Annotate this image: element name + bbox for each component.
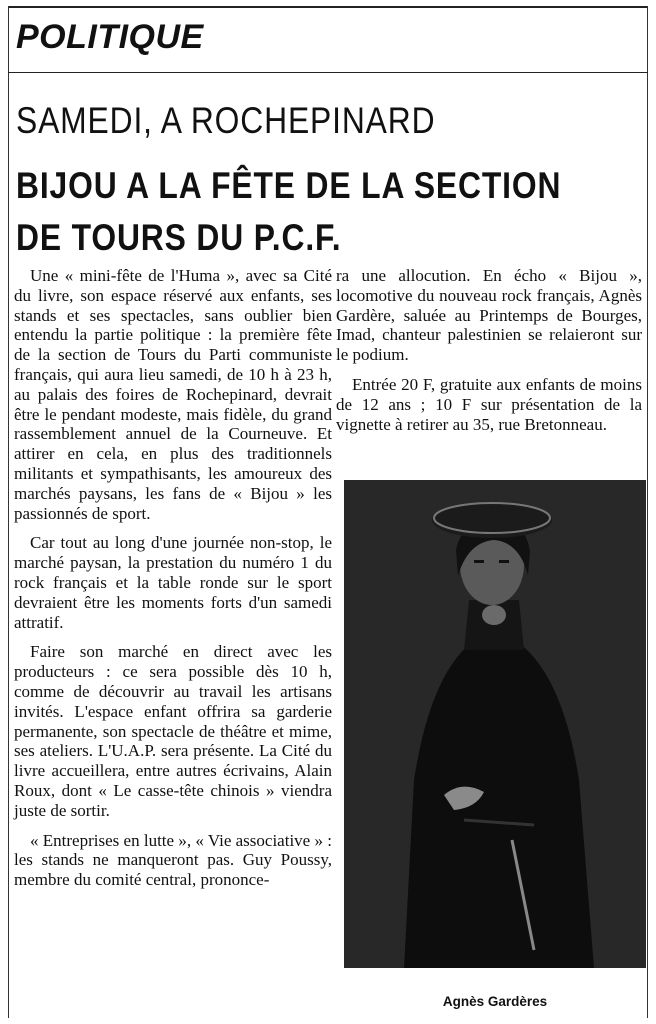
article-column-2	[336, 266, 642, 444]
section-rule	[8, 72, 648, 73]
paragraph-5: ra une allocution. En écho « Bijou », locomotive du nouveau rock français, Agnès Gardère, saluée au Printemps de Bourges, Imad, chanteur palestinien se relaieront sur le podium.	[336, 266, 642, 365]
portrait-illustration	[344, 480, 646, 968]
headline-line-1: BIJOU A LA FÊTE DE LA SECTION	[16, 165, 562, 206]
paragraph-3: Faire son marché en direct avec les producteurs : ce sera possible dès 10 h, comme de découvrir au travail les artisans invités. L'espace enfant offrira sa garderie permanente, son spectacle de théâtre et mime, ses ateliers. L'U.A.P. sera présente. La Cité du livre accueillera, entre autres écrivains, Alain Roux, dont « Le casse-tête chinois » viendra juste de sortir.	[14, 642, 332, 820]
paragraph-2: Car tout au long d'une journée non-stop, le marché paysan, la prestation du numéro 1 du rock français et la table ronde sur le sport devraient être les moments forts d'un samedi attratif.	[14, 533, 332, 632]
right-rule	[647, 6, 648, 1018]
section-label: POLITIQUE	[16, 18, 204, 56]
paragraph-6: Entrée 20 F, gratuite aux enfants de moins de 12 ans ; 10 F sur présentation de la vignette à retirer au 35, rue Bretonneau.	[336, 374, 642, 434]
article-headline	[16, 160, 561, 264]
paragraph-1: Une « mini-fête de l'Huma », avec sa Cité du livre, son espace réservé aux enfants, ses stands et ses spectacles, sans oublier bien entendu la partie politique : la première fête de la section de Tours du Parti communiste français, qui aura lieu samedi, de 10 h à 23 h, au palais des foires de Rochepinard, devrait être le pendant modeste, mais fidèle, du grand rassemblement annuel de la Courneuve. Et attirer en cela, en plus des traditionnels militants et sympathisants, les amoureux des marchés paysans, les fans de « Bijou » les passionnés de sport.	[14, 266, 332, 523]
top-rule	[8, 6, 648, 8]
left-rule	[8, 6, 9, 1018]
paragraph-4: « Entreprises en lutte », « Vie associative » : les stands ne manqueront pas. Guy Poussy, membre du comité central, prononce-	[14, 830, 332, 890]
article-photo	[344, 480, 646, 968]
photo-caption: Agnès Gardères	[442, 994, 548, 1009]
headline-line-2: DE TOURS DU P.C.F.	[16, 217, 342, 258]
article-column-1	[14, 266, 332, 900]
article-kicker: SAMEDI, A ROCHEPINARD	[16, 100, 436, 141]
